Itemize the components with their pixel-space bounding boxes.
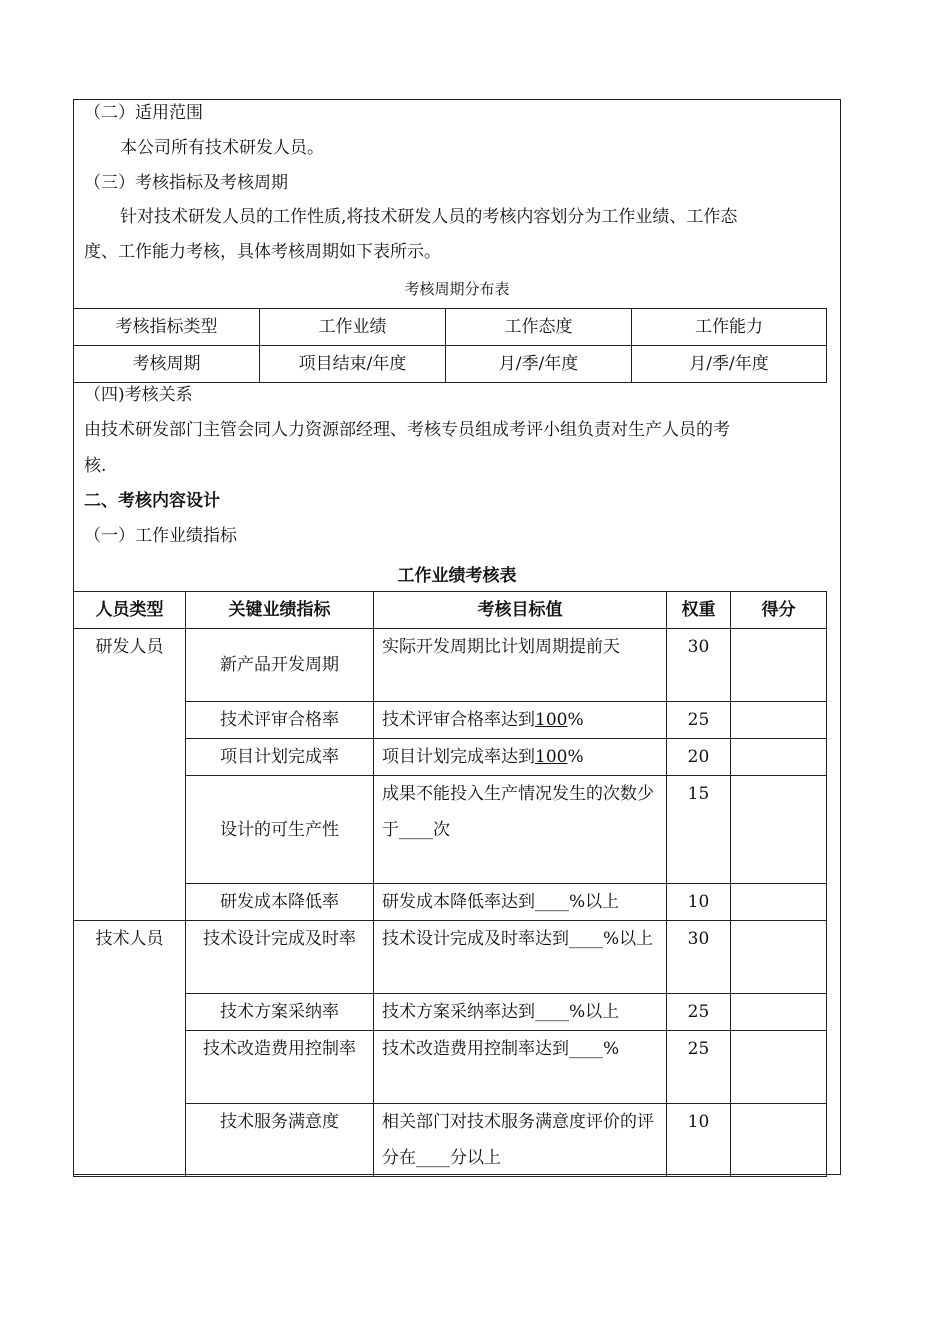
target-line: 于____次 (382, 820, 450, 840)
kpi-cell: 新产品开发周期 (186, 629, 374, 702)
table-row (74, 629, 827, 702)
header-cell: 考核指标类型 (74, 309, 260, 346)
part-two-title: 二、考核内容设计 (84, 491, 220, 511)
personnel-type-cell: 研发人员 (74, 629, 186, 921)
weight-cell: 10 (667, 1104, 731, 1177)
performance-table (73, 591, 827, 1177)
cycle-table (73, 308, 827, 383)
target-cell: 研发成本降低率达到____%以上 (374, 884, 667, 921)
target-value: 100 (535, 747, 568, 767)
performance-indicators-title: （一）工作业绩指标 (84, 526, 237, 546)
weight-cell: 30 (667, 629, 731, 702)
kpi-cell: 技术服务满意度 (186, 1104, 374, 1177)
kpi-cell: 技术评审合格率 (186, 702, 374, 739)
scope-text: 本公司所有技术研发人员。 (120, 138, 324, 158)
target-cell: 实际开发周期比计划周期提前天 (374, 629, 667, 702)
table-row (74, 346, 827, 383)
target-cell (374, 702, 667, 739)
kpi-cell: 研发成本降低率 (186, 884, 374, 921)
score-cell (731, 702, 827, 739)
cycle-table-caption: 考核周期分布表 (404, 280, 510, 298)
weight-cell: 25 (667, 994, 731, 1031)
score-cell (731, 884, 827, 921)
header-cell: 人员类型 (74, 592, 186, 629)
target-cell: 技术改造费用控制率达到____% (374, 1031, 667, 1104)
header-cell: 工作业绩 (260, 309, 446, 346)
table-header-row (74, 592, 827, 629)
target-cell (374, 776, 667, 884)
header-cell: 工作态度 (446, 309, 632, 346)
perf-table-caption: 工作业绩考核表 (397, 566, 517, 586)
kpi-cell: 技术改造费用控制率 (186, 1031, 374, 1104)
weight-cell: 20 (667, 739, 731, 776)
score-cell (731, 739, 827, 776)
weight-cell: 30 (667, 921, 731, 994)
table-row (74, 884, 827, 921)
score-cell (731, 629, 827, 702)
header-cell: 得分 (731, 592, 827, 629)
header-cell: 考核目标值 (374, 592, 667, 629)
table-row (74, 994, 827, 1031)
header-cell: 关键业绩指标 (186, 592, 374, 629)
relations-text-line2: 核. (84, 456, 107, 476)
score-cell (731, 776, 827, 884)
target-text: 项目计划完成率达到 (382, 747, 535, 767)
header-cell: 权重 (667, 592, 731, 629)
score-cell (731, 1031, 827, 1104)
weight-cell: 25 (667, 702, 731, 739)
target-value: 100 (535, 710, 568, 730)
weight-cell: 25 (667, 1031, 731, 1104)
target-cell: 相关部门对技术服务满意度评价的评分在____分以上 (374, 1104, 667, 1177)
table-row (74, 1104, 827, 1177)
kpi-cell: 项目计划完成率 (186, 739, 374, 776)
indicators-text-line2: 度、工作能力考核，具体考核周期如下表所示。 (84, 242, 441, 262)
table-cell: 项目结束/年度 (260, 346, 446, 383)
score-cell (731, 921, 827, 994)
table-cell: 月/季/年度 (446, 346, 632, 383)
kpi-cell: 设计的可生产性 (186, 776, 374, 884)
table-row (74, 739, 827, 776)
table-row (74, 1031, 827, 1104)
section-title-scope: （二）适用范围 (84, 103, 203, 123)
kpi-cell: 技术方案采纳率 (186, 994, 374, 1031)
indicators-text-line1: 针对技术研发人员的工作性质,将技术研发人员的考核内容划分为工作业绩、工作态 (120, 207, 738, 227)
table-header-row (74, 309, 827, 346)
target-line: 成果不能投入生产情况发生的次数少 (382, 784, 654, 804)
table-cell: 月/季/年度 (632, 346, 827, 383)
kpi-cell: 技术设计完成及时率 (186, 921, 374, 994)
score-cell (731, 1104, 827, 1177)
target-text: 技术评审合格率达到 (382, 710, 535, 730)
target-cell: 技术方案采纳率达到____%以上 (374, 994, 667, 1031)
target-unit: % (567, 710, 584, 730)
section-title-indicators: （三）考核指标及考核周期 (84, 173, 288, 193)
score-cell (731, 994, 827, 1031)
target-unit: % (567, 747, 584, 767)
table-row (74, 776, 827, 884)
table-row (74, 921, 827, 994)
relations-text-line1: 由技术研发部门主管会同人力资源部经理、考核专员组成考评小组负责对生产人员的考 (84, 420, 730, 440)
target-cell: 技术设计完成及时率达到____%以上 (374, 921, 667, 994)
table-row (74, 702, 827, 739)
section-title-relations: （四)考核关系 (84, 385, 193, 405)
weight-cell: 10 (667, 884, 731, 921)
personnel-type-cell: 技术人员 (74, 921, 186, 1177)
header-cell: 工作能力 (632, 309, 827, 346)
table-cell: 考核周期 (74, 346, 260, 383)
weight-cell: 15 (667, 776, 731, 884)
target-cell (374, 739, 667, 776)
